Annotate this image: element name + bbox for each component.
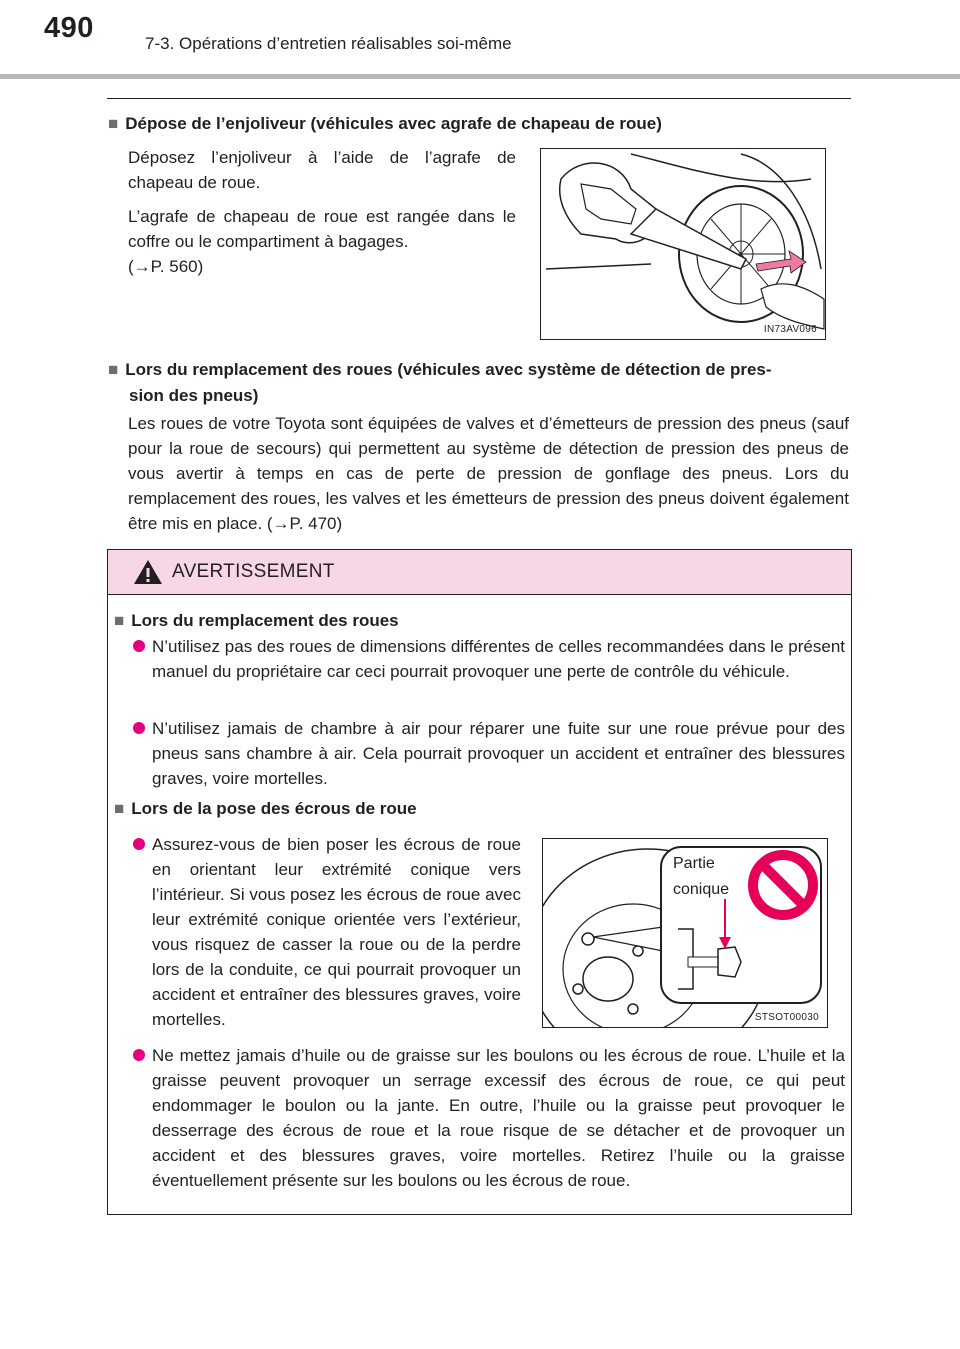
top-rule xyxy=(107,98,851,99)
section2-text: Les roues de votre Toyota sont équipées de valves et d’émetteurs de pression des pneus (sauf pour la roue de secours) qui permettent au système de détection de pression des pneus de vous avertir à temps en cas de perte de pression de gonflage des pneus. Lors du remplacement des roues, les valves et les émetteurs de pression des pneus doivent également être mis en place. (→P. 470) xyxy=(128,414,849,533)
warning-sub1-heading: ■ Lors du remplacement des roues xyxy=(114,611,399,630)
figure-code: IN73AV096 xyxy=(763,324,817,335)
section1-text xyxy=(128,145,516,288)
warning-header xyxy=(108,550,851,595)
warning-title: AVERTISSEMENT xyxy=(172,561,335,582)
hubcap-removal-figure xyxy=(540,148,826,340)
prohibition-icon xyxy=(753,855,813,915)
square-bullet-icon: ■ xyxy=(108,360,119,379)
warning-box xyxy=(107,549,852,1215)
warning-sub2-bullet2: Ne mettez jamais d’huile ou de graisse sur les boulons ou les écrous de roue. L’huile et la graisse peuvent provoquer un serrage excessif des écrous de roue, ce qui peut endommager le boulon ou la jante. En outre, l’huile ou la graisse peut provoquer le desserrage des écrous de roue et la roue risque de se détacher et de provoquer un accident et des blessures graves, voire mortelles. Retirez l’huile ou la graisse éventuellement présente sur les boulons ou les écrous de roue. xyxy=(133,1043,845,1193)
warning-sub2-heading: ■ Lors de la pose des écrous de roue xyxy=(114,799,417,818)
section1-para1: Déposez l’enjoliveur à l’aide de l’agrafe de chapeau de roue. xyxy=(128,148,516,192)
wheel-nut-figure xyxy=(542,838,828,1028)
square-bullet-icon: ■ xyxy=(108,114,119,133)
section-title: 7-3. Opérations d’entretien réalisables soi-même xyxy=(145,34,512,53)
header-bar xyxy=(0,74,960,79)
warning-sub2-bullet1: Assurez-vous de bien poser les écrous de roue en orientant leur extrémité conique vers l’intérieur. Si vous posez les écrous de roue avec leur extrémité conique orientée vers l’extérieur, vous risquez de casser la roue ou de la perdre lors de la conduite, ce qui pourrait provoquer un accident et entraîner des blessures graves, voire mortelles. xyxy=(133,832,521,1032)
section1-heading: ■ Dépose de l’enjoliveur (véhicules avec agrafe de chapeau de roue) xyxy=(108,114,662,133)
warning-triangle-icon xyxy=(133,559,163,585)
round-bullet-icon xyxy=(133,838,145,850)
round-bullet-icon xyxy=(133,722,145,734)
round-bullet-icon xyxy=(133,1049,145,1061)
square-bullet-icon: ■ xyxy=(114,611,125,630)
section1-para2-ref: (→P. 560) xyxy=(128,257,204,276)
warning-sub1-bullet2: N’utilisez jamais de chambre à air pour réparer une fuite sur une roue prévue pour des pneus sans chambre à air. Cela pourrait provoquer un accident et entraîner des blessures graves, voire mortelles. xyxy=(133,716,845,791)
section1-para2: L’agrafe de chapeau de roue est rangée dans le coffre ou le compartiment à bagages. xyxy=(128,207,516,251)
hubcap-removal-illustration xyxy=(541,149,825,339)
page-number: 490 xyxy=(44,12,94,44)
section2-heading: ■ Lors du remplacement des roues (véhicules avec système de détection de pres- sion des pneus) xyxy=(108,360,772,405)
figure-code: STSOT00030 xyxy=(754,1012,819,1023)
square-bullet-icon: ■ xyxy=(114,799,125,818)
figure-label: Partie conique xyxy=(673,855,730,898)
warning-sub1-bullet1: N’utilisez pas des roues de dimensions différentes de celles recommandées dans le présent manuel du propriétaire car ceci pourrait provoquer une perte de contrôle du véhicule. xyxy=(133,634,845,684)
round-bullet-icon xyxy=(133,640,145,652)
